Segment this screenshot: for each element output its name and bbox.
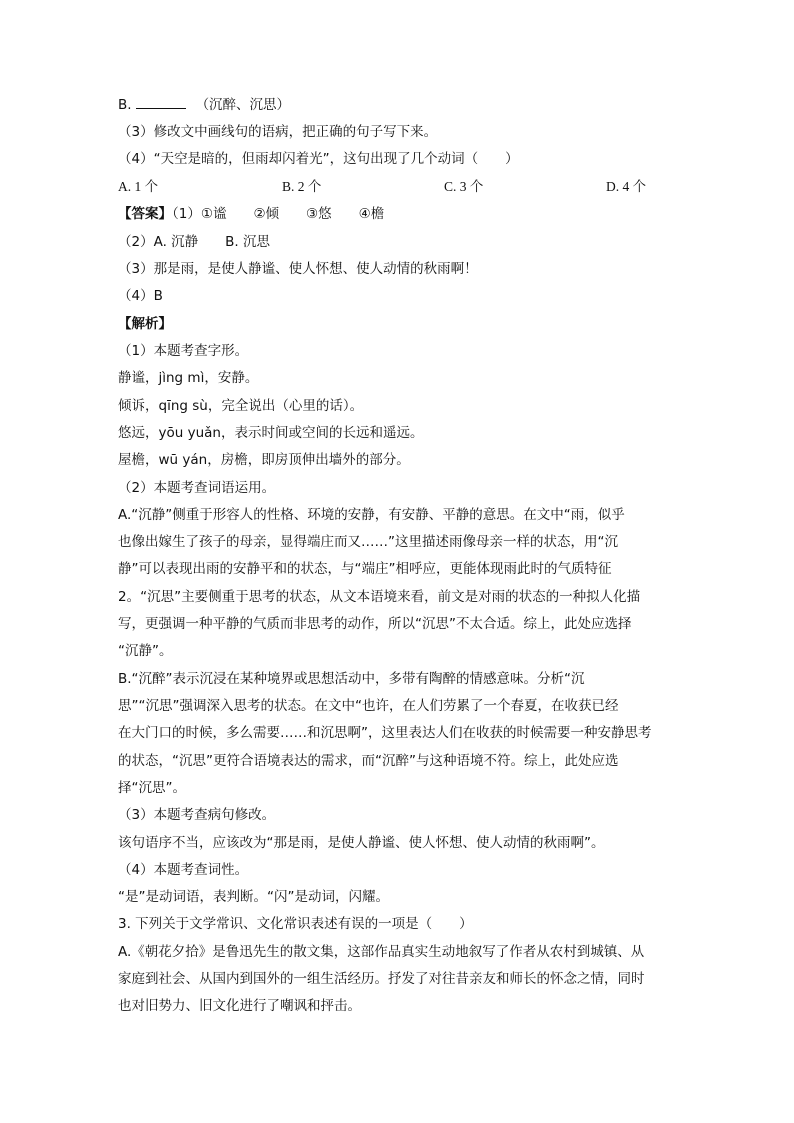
option-d: D. 4 个 [606, 179, 647, 194]
analysis-line: 也像出嫁生了孩子的母亲，显得端庄而又……”这里描述雨像母亲一样的状态，用“沉 [118, 534, 618, 550]
analysis-line: 择“沉思”。 [118, 780, 186, 796]
q2-option-b-line [118, 95, 678, 114]
analysis-line: 倾诉，qīng sù，完全说出（心里的话）。 [118, 398, 364, 414]
answer-blank [136, 95, 186, 109]
analysis-line: 写，更强调一种平静的气质而非思考的动作，所以“沉思”不太合适。综上，此处应选择 [118, 616, 632, 632]
q2-sub3: （3）修改文中画线句的语病，把正确的句子写下来。 [118, 124, 438, 140]
q3-option-a-line: A.《朝花夕拾》是鲁迅先生的散文集，这部作品真实生动地叙写了作者从农村到城镇、从 [118, 944, 645, 960]
q2-sub4: （4）“天空是暗的，但雨却闪着光”，这句出现了几个动词（ ） [118, 151, 519, 167]
analysis-line: （4）本题考查词性。 [118, 862, 249, 878]
analysis-line: B.“沉醉”表示沉浸在某种境界或思想活动中，多带有陶醉的情感意味。分析“沉 [118, 671, 585, 687]
analysis-line: 静”可以表现出雨的安静平和的状态，与“端庄”相呼应，更能体现雨此时的气质特征 [118, 561, 612, 577]
analysis-line: 在大门口的时候，多么需要……和沉思啊”，这里表达人们在收获的时候需要一种安静思考 [118, 725, 652, 741]
analysis-line: 悠远，yōu yuǎn，表示时间或空间的长远和遥远。 [118, 425, 424, 441]
analysis-line: 思”“沉思”强调深入思考的状态。在文中“也许，在人们劳累了一个春夏，在收获已经 [118, 698, 619, 714]
answer-line-1 [118, 205, 678, 223]
q3-option-a-line: 家庭到社会、从国内到国外的一组生活经历。抒发了对往昔亲友和师长的怀念之情，同时 [118, 971, 645, 987]
analysis-line: A.“沉静”侧重于形容人的性格、环境的安静，有安静、平静的意思。在文中“雨，似乎 [118, 507, 625, 523]
analysis-line: （3）本题考查病句修改。 [118, 807, 276, 823]
analysis-line: “是”是动词语，表判断。“闪”是动词，闪耀。 [118, 889, 389, 905]
analysis-line: 屋檐，wū yán，房檐，即房顶伸出墙外的部分。 [118, 452, 410, 468]
analysis-line: “沉静”。 [118, 643, 173, 659]
answer-title: 【答案】 [118, 206, 172, 222]
q3-stem: 3. 下列关于文学常识、文化常识表述有误的一项是（ ） [118, 916, 473, 932]
analysis-line: 2。“沉思”主要侧重于思考的状态，从文本语境来看，前文是对雨的状态的一种拟人化描 [118, 589, 641, 605]
answer-2: （2）A. 沉静 B. 沉思 [118, 234, 271, 250]
analysis-line: （2）本题考查词语运用。 [118, 480, 276, 496]
answer-1: （1）①谧 ②倾 ③悠 ④檐 [172, 206, 385, 222]
option-a: A. 1 个 [118, 179, 159, 194]
analysis-line: 的状态，“沉思”更符合语境表达的需求，而“沉醉”与这种语境不符。综上，此处应选 [118, 753, 619, 769]
option-b-hint: （沉醉、沉思） [195, 97, 291, 113]
option-b: B. 2 个 [282, 179, 322, 194]
analysis-line: （1）本题考查字形。 [118, 343, 249, 359]
answer-3: （3）那是雨，是使人静谧、使人怀想、使人动情的秋雨啊！ [118, 261, 478, 277]
analysis-title: 【解析】 [118, 316, 172, 332]
option-c: C. 3 个 [444, 179, 484, 194]
answer-4: （4）B [118, 288, 163, 304]
analysis-line: 该句语序不当，应该改为“那是雨，是使人静谧、使人怀想、使人动情的秋雨啊”。 [118, 835, 605, 851]
analysis-line: 静谧，jìng mì，安静。 [118, 370, 259, 386]
q3-option-a-line: 也对旧势力、旧文化进行了嘲讽和抨击。 [118, 998, 361, 1014]
option-b-prefix: B. [118, 97, 132, 113]
